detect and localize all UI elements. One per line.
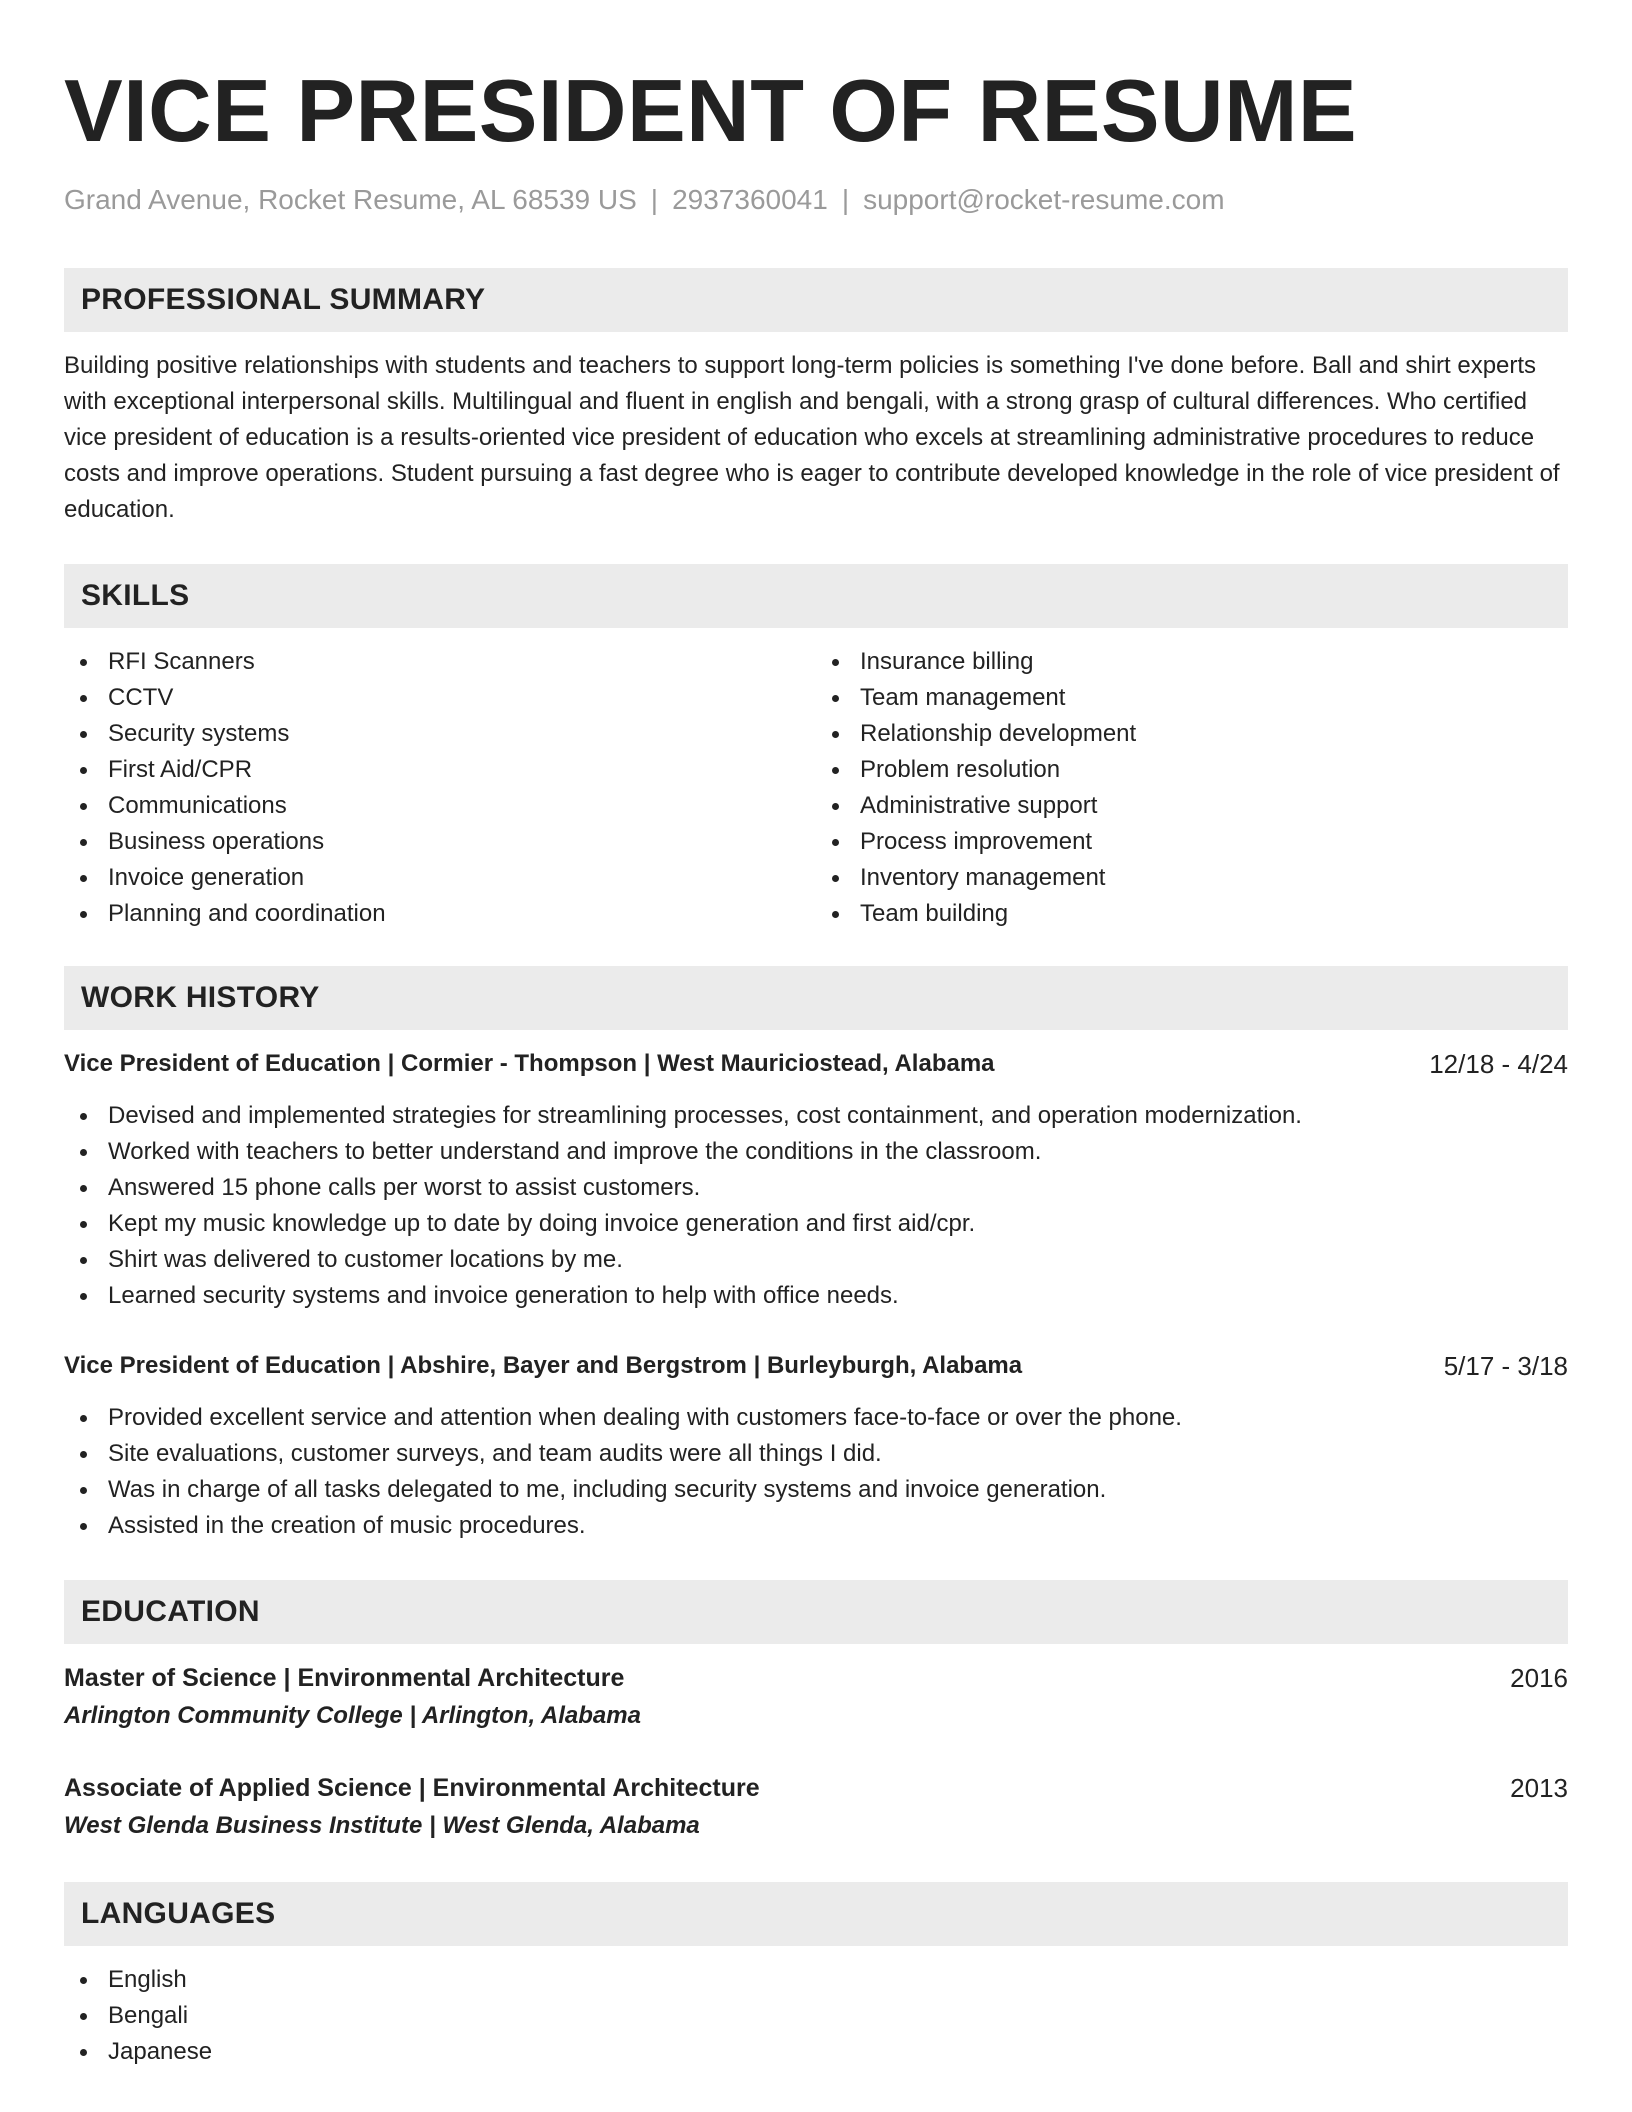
language-item: English (64, 1962, 1568, 1998)
job-bullets (64, 1098, 1568, 1314)
education-year: 2016 (1510, 1663, 1568, 1693)
job-bullet: Was in charge of all tasks delegated to me, including security systems and invoice generation. (64, 1472, 1568, 1508)
job-bullet: Devised and implemented strategies for streamlining processes, cost containment, and operation modernization. (64, 1098, 1568, 1134)
skill-item: CCTV (64, 680, 816, 716)
education-degree: Associate of Applied Science | Environmental Architecture (64, 1774, 760, 1802)
job-bullet: Answered 15 phone calls per worst to assist customers. (64, 1170, 1568, 1206)
job-entry (64, 1046, 1568, 1314)
job-entry (64, 1348, 1568, 1544)
skill-item: Process improvement (816, 824, 1568, 860)
section-header-skills: SKILLS (64, 564, 1568, 628)
section-header-languages: LANGUAGES (64, 1882, 1568, 1946)
job-bullet: Kept my music knowledge up to date by doing invoice generation and first aid/cpr. (64, 1206, 1568, 1242)
skill-item: Inventory management (816, 860, 1568, 896)
education-entry (64, 1770, 1568, 1844)
skills-list (64, 644, 1568, 932)
job-header (64, 1348, 1568, 1384)
contact-separator: | (650, 184, 659, 215)
language-item: Japanese (64, 2034, 1568, 2070)
language-item: Bengali (64, 1998, 1568, 2034)
skills-column-right (816, 644, 1568, 932)
contact-separator: | (841, 184, 850, 215)
resume-name: VICE PRESIDENT OF RESUME (64, 61, 1358, 160)
job-header (64, 1046, 1568, 1082)
education-header (64, 1660, 1568, 1696)
contact-address: Grand Avenue, Rocket Resume, AL 68539 US (64, 184, 637, 215)
skills-column-left (64, 644, 816, 932)
skill-item: First Aid/CPR (64, 752, 816, 788)
languages-list (64, 1962, 1568, 2070)
section-header-summary: PROFESSIONAL SUMMARY (64, 268, 1568, 332)
skill-item: Insurance billing (816, 644, 1568, 680)
skill-item: Security systems (64, 716, 816, 752)
skill-item: Invoice generation (64, 860, 816, 896)
education-entry (64, 1660, 1568, 1734)
contact-line (64, 182, 1568, 218)
education-header (64, 1770, 1568, 1806)
section-header-education: EDUCATION (64, 1580, 1568, 1644)
job-bullets (64, 1400, 1568, 1544)
job-bullet: Shirt was delivered to customer locations by me. (64, 1242, 1568, 1278)
job-bullet: Site evaluations, customer surveys, and team audits were all things I did. (64, 1436, 1568, 1472)
education-school: Arlington Community College | Arlington, Alabama (64, 1702, 641, 1729)
skill-item: Relationship development (816, 716, 1568, 752)
job-title: Vice President of Education | Abshire, Bayer and Bergstrom | Burleyburgh, Alabama (64, 1352, 1023, 1379)
contact-phone: 2937360041 (672, 184, 828, 215)
skill-item: RFI Scanners (64, 644, 816, 680)
job-dates: 5/17 - 3/18 (1443, 1351, 1568, 1381)
section-header-work-history: WORK HISTORY (64, 966, 1568, 1030)
job-bullet: Assisted in the creation of music procedures. (64, 1508, 1568, 1544)
skill-item: Team building (816, 896, 1568, 932)
job-dates: 12/18 - 4/24 (1429, 1049, 1568, 1079)
education-school: West Glenda Business Institute | West Glenda, Alabama (64, 1812, 700, 1839)
job-bullet: Learned security systems and invoice generation to help with office needs. (64, 1278, 1568, 1314)
skill-item: Team management (816, 680, 1568, 716)
skill-item: Problem resolution (816, 752, 1568, 788)
summary-text: Building positive relationships with students and teachers to support long-term policies is something I've done before. Ball and shirt experts with exceptional interpersonal skills. Multilingual and fluent in english and bengali, with a strong grasp of cultural differences. Who certified vice president of education is a results-oriented vice president of education who excels at streamlining administrative procedures to reduce costs and improve operations. Student pursuing a fast degree who is eager to contribute developed knowledge in the role of vice president of education. (64, 352, 1560, 523)
skill-item: Planning and coordination (64, 896, 816, 932)
education-year: 2013 (1510, 1773, 1568, 1803)
skill-item: Business operations (64, 824, 816, 860)
education-degree: Master of Science | Environmental Architecture (64, 1664, 625, 1692)
contact-email: support@rocket-resume.com (863, 184, 1225, 215)
job-title: Vice President of Education | Cormier - Thompson | West Mauriciostead, Alabama (64, 1050, 995, 1077)
job-bullet: Provided excellent service and attention when dealing with customers face-to-face or over the phone. (64, 1400, 1568, 1436)
job-bullet: Worked with teachers to better understand and improve the conditions in the classroom. (64, 1134, 1568, 1170)
skill-item: Administrative support (816, 788, 1568, 824)
skill-item: Communications (64, 788, 816, 824)
